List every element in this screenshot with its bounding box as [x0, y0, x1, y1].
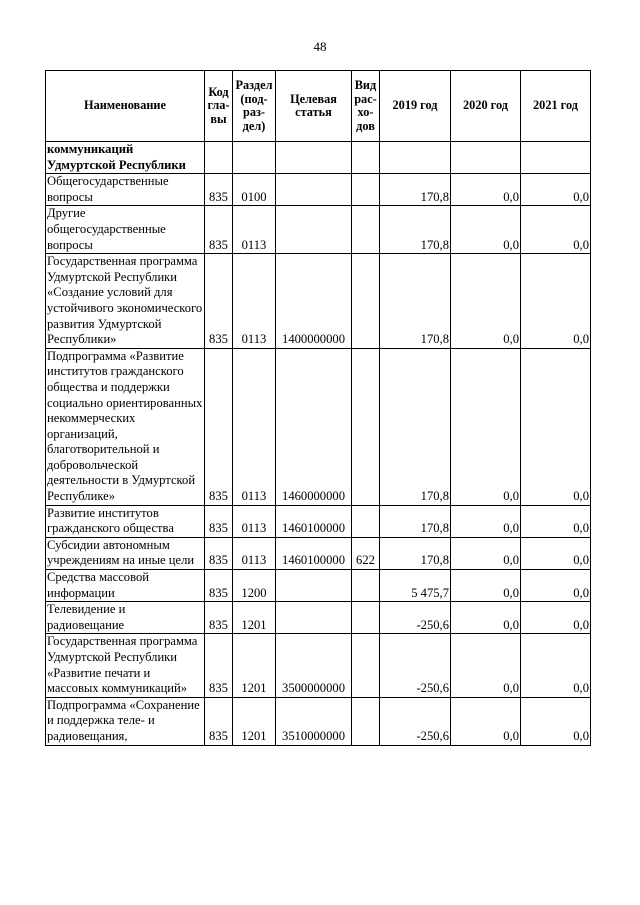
row-code: 835 [205, 206, 233, 254]
row-expense [352, 634, 380, 697]
header-section: Раздел (под- раз- дел) [233, 71, 276, 142]
row-target [276, 570, 352, 602]
row-code: 835 [205, 254, 233, 349]
header-target: Целевая статья [276, 71, 352, 142]
row-2019: 170,8 [380, 505, 451, 537]
row-target [276, 142, 352, 174]
row-2020: 0,0 [451, 602, 521, 634]
row-expense [352, 697, 380, 745]
row-name: Телевидение и радиовещание [46, 602, 205, 634]
row-2019: -250,6 [380, 602, 451, 634]
row-expense [352, 505, 380, 537]
header-2020: 2020 год [451, 71, 521, 142]
row-section: 1200 [233, 570, 276, 602]
row-name: Другие общегосударственные вопросы [46, 206, 205, 254]
row-name: Средства массовой информации [46, 570, 205, 602]
row-2019: -250,6 [380, 634, 451, 697]
row-2020: 0,0 [451, 570, 521, 602]
row-expense [352, 254, 380, 349]
row-2019: -250,6 [380, 697, 451, 745]
row-2020: 0,0 [451, 206, 521, 254]
row-code: 835 [205, 634, 233, 697]
row-2021: 0,0 [521, 174, 591, 206]
row-2020: 0,0 [451, 254, 521, 349]
row-name: Подпрограмма «Развитие институтов гражданского общества и поддержки социально ориентированных некоммерческих организаций, благотворительной и добровольческой деятельности в Удмуртской Республике» [46, 348, 205, 505]
row-code [205, 142, 233, 174]
table-row [46, 570, 591, 602]
row-2020: 0,0 [451, 348, 521, 505]
row-name: Государственная программа Удмуртской Республики «Развитие печати и массовых коммуникаций» [46, 634, 205, 697]
table-row [46, 348, 591, 505]
row-2019: 5 475,7 [380, 570, 451, 602]
table-row [46, 602, 591, 634]
row-section: 0113 [233, 505, 276, 537]
table-row [46, 634, 591, 697]
row-2020: 0,0 [451, 505, 521, 537]
row-section: 1201 [233, 697, 276, 745]
row-target: 1460100000 [276, 505, 352, 537]
row-code: 835 [205, 174, 233, 206]
row-target [276, 602, 352, 634]
row-section: 0100 [233, 174, 276, 206]
row-2020: 0,0 [451, 697, 521, 745]
table-row [46, 174, 591, 206]
row-2021: 0,0 [521, 537, 591, 569]
row-target: 3500000000 [276, 634, 352, 697]
row-name: Субсидии автономным учреждениям на иные цели [46, 537, 205, 569]
row-target: 1400000000 [276, 254, 352, 349]
row-2020: 0,0 [451, 537, 521, 569]
row-target: 1460000000 [276, 348, 352, 505]
row-name: Общегосударственные вопросы [46, 174, 205, 206]
table-body [46, 142, 591, 746]
row-code: 835 [205, 537, 233, 569]
row-code: 835 [205, 697, 233, 745]
header-code: Код гла- вы [205, 71, 233, 142]
row-section [233, 142, 276, 174]
row-name: коммуникаций Удмуртской Республики [46, 142, 205, 174]
row-2020: 0,0 [451, 634, 521, 697]
row-code: 835 [205, 570, 233, 602]
page-number: 48 [313, 39, 327, 54]
header-2021: 2021 год [521, 71, 591, 142]
table-row [46, 697, 591, 745]
row-expense: 622 [352, 537, 380, 569]
row-expense [352, 174, 380, 206]
row-name: Подпрограмма «Сохранение и поддержка теле- и радиовещания, [46, 697, 205, 745]
row-expense [352, 142, 380, 174]
row-section: 0113 [233, 348, 276, 505]
row-target: 3510000000 [276, 697, 352, 745]
row-2020 [451, 142, 521, 174]
row-target [276, 206, 352, 254]
row-2021 [521, 142, 591, 174]
row-expense [352, 206, 380, 254]
row-2019: 170,8 [380, 348, 451, 505]
row-expense [352, 570, 380, 602]
row-section: 0113 [233, 206, 276, 254]
row-2019 [380, 142, 451, 174]
table-row [46, 505, 591, 537]
row-2019: 170,8 [380, 537, 451, 569]
row-section: 1201 [233, 602, 276, 634]
row-target: 1460100000 [276, 537, 352, 569]
row-2019: 170,8 [380, 206, 451, 254]
row-target [276, 174, 352, 206]
table-row [46, 206, 591, 254]
row-code: 835 [205, 505, 233, 537]
table-row [46, 142, 591, 174]
row-code: 835 [205, 602, 233, 634]
row-name: Развитие институтов гражданского общества [46, 505, 205, 537]
table-row [46, 254, 591, 349]
budget-table [45, 70, 591, 746]
row-2021: 0,0 [521, 634, 591, 697]
table-header [46, 71, 591, 142]
row-expense [352, 602, 380, 634]
table-row [46, 537, 591, 569]
row-section: 0113 [233, 254, 276, 349]
row-code: 835 [205, 348, 233, 505]
row-section: 0113 [233, 537, 276, 569]
row-2020: 0,0 [451, 174, 521, 206]
header-2019: 2019 год [380, 71, 451, 142]
row-2019: 170,8 [380, 174, 451, 206]
row-2021: 0,0 [521, 254, 591, 349]
row-2021: 0,0 [521, 206, 591, 254]
row-2021: 0,0 [521, 602, 591, 634]
row-2021: 0,0 [521, 570, 591, 602]
row-2019: 170,8 [380, 254, 451, 349]
row-expense [352, 348, 380, 505]
row-2021: 0,0 [521, 348, 591, 505]
row-section: 1201 [233, 634, 276, 697]
header-expense: Вид рас- хо- дов [352, 71, 380, 142]
header-name: Наименование [46, 71, 205, 142]
row-2021: 0,0 [521, 505, 591, 537]
row-name: Государственная программа Удмуртской Республики «Создание условий для устойчивого экономического развития Удмуртской Республики» [46, 254, 205, 349]
row-2021: 0,0 [521, 697, 591, 745]
